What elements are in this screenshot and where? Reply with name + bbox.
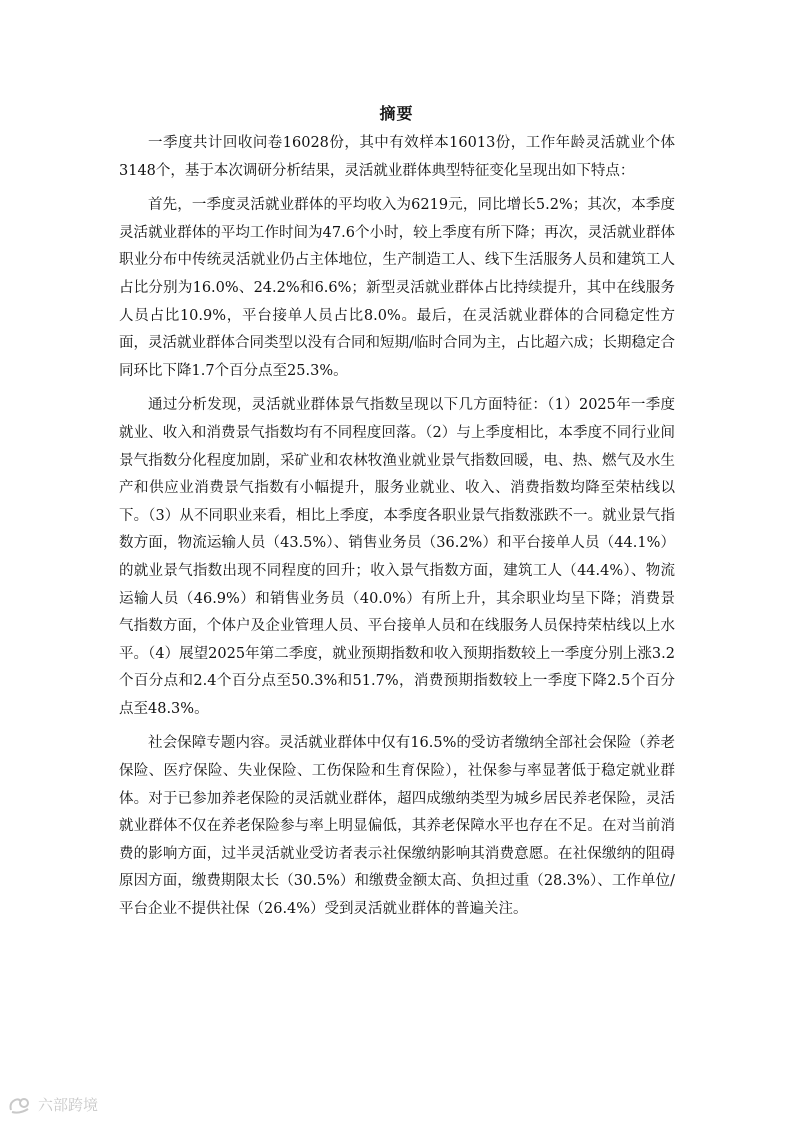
paragraph-sentiment-index: 通过分析发现，灵活就业群体景气指数呈现以下几方面特征：（1）2025年一季度就业、收入和消费景气指数均有不同程度回落。（2）与上季度相比，本季度不同行业间景气指数分化程度加剧，采矿业和农林牧渔业就业景气指数回暖，电、热、燃气及水生产和供应业消费景气指数有小幅提升，服务业就业、收入、消费指数均降至荣枯线以下。（3）从不同职业来看，相比上季度，本季度各职业景气指数涨跌不一。就业景气指数方面，物流运输人员（43.5%）、销售业务员（36.2%）和平台接单人员（44.1%）的就业景气指数出现不同程度的回升；收入景气指数方面，建筑工人（44.4%）、物流运输人员（46.9%）和销售业务员（40.0%）有所上升，其余职业均呈下降；消费景气指数方面，个体户及企业管理人员、平台接单人员和在线服务人员保持荣枯线以上水平。（4）展望2025年第二季度，就业预期指数和收入预期指数较上一季度分别上涨3.2个百分点和2.4个百分点至50.3%和51.7%，消费预期指数较上一季度下降2.5个百分点至48.3%。 bbox=[119, 397, 675, 717]
paragraph-social-security: 社会保障专题内容。灵活就业群体中仅有16.5%的受访者缴纳全部社会保险（养老保险、医疗保险、失业保险、工伤保险和生育保险），社保参与率显著低于稳定就业群体。对于已参加养老保险的灵活就业群体，超四成缴纳类型为城乡居民养老保险，灵活就业群体不仅在养老保险参与率上明显偏低，其养老保障水平也存在不足。在对当前消费的影响方面，过半灵活就业受访者表示社保缴纳影响其消费意愿。在社保缴纳的阻碍原因方面，缴费期限太长（30.5%）和缴费金额太高、负担过重（28.3%）、工作单位/平台企业不提供社保（26.4%）受到灵活就业群体的普遍关注。 bbox=[119, 735, 675, 918]
page-title: 摘要 bbox=[379, 104, 414, 123]
paragraph-survey-overview: 一季度共计回收问卷16028份，其中有效样本16013份，工作年龄灵活就业个体3148个，基于本次调研分析结果，灵活就业群体典型特征变化呈现出如下特点： bbox=[119, 135, 675, 179]
watermark bbox=[8, 1094, 98, 1115]
watermark-text: 六部跨境 bbox=[38, 1096, 99, 1114]
paragraph-key-features: 首先，一季度灵活就业群体的平均收入为6219元，同比增长5.2%；其次，本季度灵活就业群体的平均工作时间为47.6个小时，较上季度有所下降；再次，灵活就业群体职业分布中传统灵活就业仍占主体地位，生产制造工人、线下生活服务人员和建筑工人占比分别为16.0%、24.2%和6.6%；新型灵活就业群体占比持续提升，其中在线服务人员占比10.9%，平台接单人员占比8.0%。最后，在灵活就业群体的合同稳定性方面，灵活就业群体合同类型以没有合同和短期/临时合同为主，占比超六成；长期稳定合同环比下降1.7个百分点至25.3%。 bbox=[119, 197, 675, 379]
watermark-logo-icon bbox=[8, 1095, 34, 1115]
body-text bbox=[119, 130, 675, 931]
